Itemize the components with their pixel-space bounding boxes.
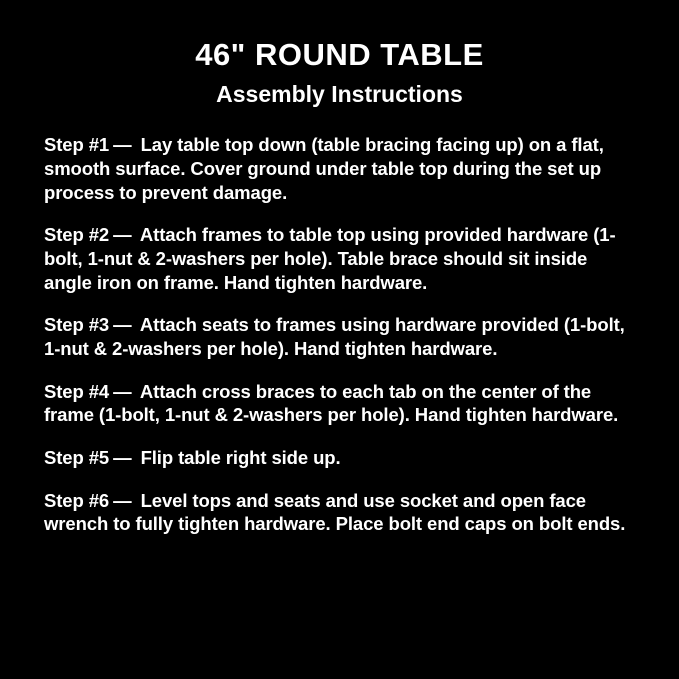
step-label: Step #6 — [44, 489, 110, 511]
list-item — [44, 313, 635, 360]
step-dash: — — [113, 224, 132, 246]
list-item — [44, 380, 635, 427]
list-item — [44, 133, 635, 204]
steps-list — [44, 133, 635, 536]
step-label: Step #3 — [44, 314, 110, 336]
step-text: Attach cross braces to each tab on the center of the frame (1-bolt, 1-nut & 2-washers per hole). Hand tighten hardware. — [44, 380, 619, 426]
step-dash: — — [113, 134, 132, 156]
step-label: Step #1 — [44, 134, 110, 156]
step-text: Lay table top down (table bracing facing up) on a flat, smooth surface. Cover ground under table top during the set up process to prevent damage. — [44, 134, 604, 203]
step-dash: — — [113, 314, 132, 336]
step-text: Flip table right side up. — [140, 447, 341, 469]
step-label: Step #4 — [44, 380, 110, 402]
step-dash: — — [113, 447, 132, 469]
step-label: Step #5 — [44, 447, 110, 469]
list-item — [44, 223, 635, 294]
step-text: Level tops and seats and use socket and open face wrench to fully tighten hardware. Place bolt end caps on bolt ends. — [44, 489, 626, 535]
step-text: Attach seats to frames using hardware provided (1-bolt, 1-nut & 2-washers per hole). Hand tighten hardware. — [44, 314, 625, 360]
step-dash: — — [113, 489, 132, 511]
step-text: Attach frames to table top using provided hardware (1-bolt, 1-nut & 2-washers per hole). Table brace should sit inside angle iron on frame. Hand tighten hardware. — [44, 224, 616, 293]
step-dash: — — [113, 380, 132, 402]
page-title: 46" ROUND TABLE — [195, 37, 484, 72]
list-item — [44, 446, 635, 470]
page-subtitle: Assembly Instructions — [216, 81, 463, 108]
step-label: Step #2 — [44, 224, 110, 246]
list-item — [44, 489, 635, 536]
